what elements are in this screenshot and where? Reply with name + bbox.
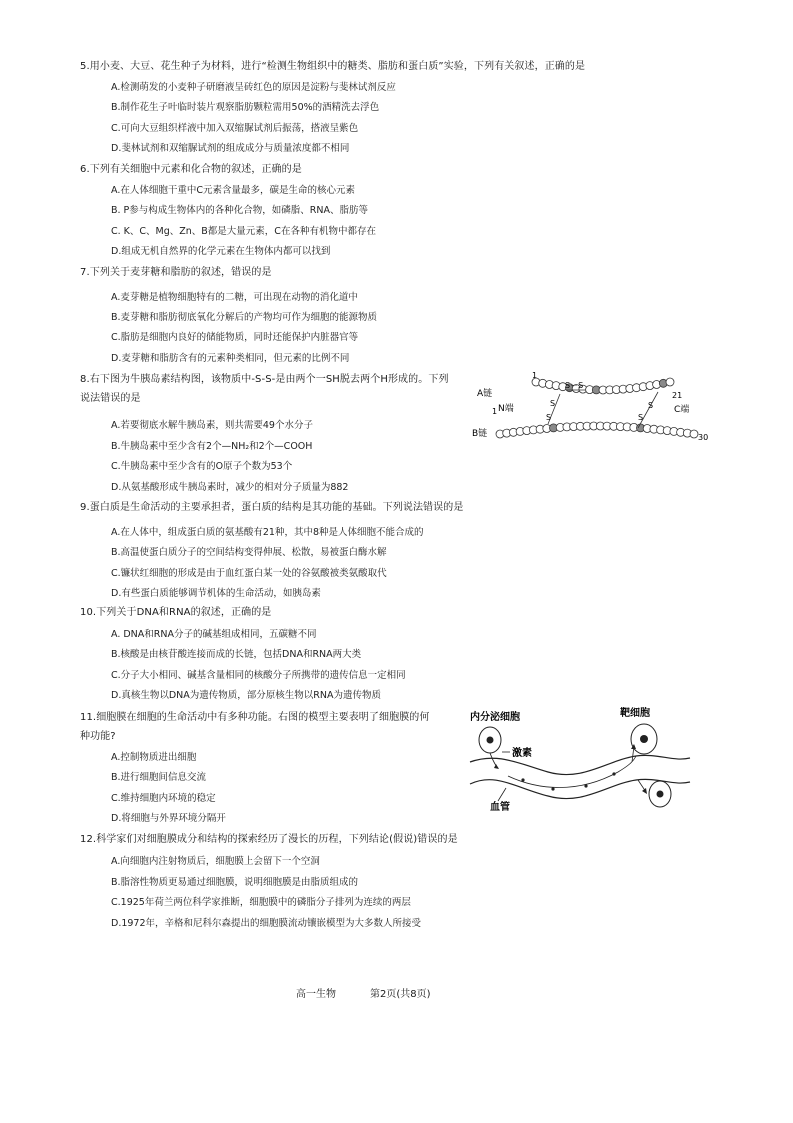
secretion-arrowhead	[494, 764, 499, 769]
question-7-option-c: C.脂肪是细胞内良好的储能物质，同时还能保护内脏器官等	[111, 332, 359, 343]
question-6-option-a: A.在人体细胞干重中C元素含量最多，碳是生命的核心元素	[111, 185, 355, 196]
target-cell-nucleus	[640, 735, 648, 743]
question-5-option-a: A.检测萌发的小麦种子研磨液呈砖红色的原因是淀粉与斐林试剂反应	[111, 82, 396, 93]
b-chain-beads	[496, 422, 698, 438]
question-5-option-d: D.斐林试剂和双缩脲试剂的组成成分与质量浓度都不相同	[111, 143, 350, 154]
question-9-stem: 9.蛋白质是生命活动的主要承担者，蛋白质的结构是其功能的基础。下列说法错误的是	[80, 502, 464, 513]
question-11-option-b: B.进行细胞间信息交流	[111, 772, 207, 783]
question-5-option-c: C.可向大豆组织样液中加入双缩脲试剂后振荡，搭液呈紫色	[111, 123, 359, 134]
disulfide-s-label: S	[546, 413, 552, 422]
question-10-option-b: B.核酸是由核苷酸连接而成的长链，包括DNA和RNA两大类	[111, 649, 362, 660]
question-8-option-b: B.牛胰岛素中至少含有2个—NH₂和2个—COOH	[111, 441, 313, 452]
question-11-option-d: D.将细胞与外界环境分隔开	[111, 813, 226, 824]
question-8-stem-cont: 说法错误的是	[80, 393, 141, 404]
question-7-option-a: A.麦芽糖是植物细胞特有的二糖，可出现在动物的消化道中	[111, 292, 358, 303]
n-terminus-label: N端	[498, 404, 514, 414]
b-chain-start-number: 1	[492, 407, 498, 416]
question-12-stem: 12.科学家们对细胞膜成分和结构的探索经历了漫长的历程，下列结论(假说)错误的是	[80, 834, 458, 845]
a-chain-beads	[532, 378, 674, 394]
question-12-option-a: A.向细胞内注射物质后，细胞膜上会留下一个空洞	[111, 856, 320, 867]
question-11-option-c: C.维持细胞内环境的稳定	[111, 793, 216, 804]
disulfide-s-label: S	[638, 413, 644, 422]
question-10-option-d: D.真核生物以DNA为遗传物质，部分原核生物以RNA为遗传物质	[111, 690, 381, 701]
question-6-option-d: D.组成无机自然界的化学元素在生物体内都可以找到	[111, 246, 331, 257]
question-6-option-b: B. P参与构成生物体内的各种化合物，如磷脂、RNA、脂肪等	[111, 205, 368, 216]
question-6-stem: 6.下列有关细胞中元素和化合物的叙述，正确的是	[80, 164, 302, 175]
target-cell-label: 靶细胞	[620, 708, 650, 719]
question-7-option-b: B.麦芽糖和脂肪彻底氧化分解后的产物均可作为细胞的能源物质	[111, 312, 378, 323]
b-chain-end-number: 30	[698, 433, 709, 442]
question-9-option-b: B.高温使蛋白质分子的空间结构变得伸展、松散，易被蛋白酶水解	[111, 547, 387, 558]
hormone-label: 激素	[512, 748, 532, 759]
question-10-stem: 10.下列关于DNA和RNA的叙述，正确的是	[80, 607, 272, 618]
disulfide-bond-line	[638, 392, 658, 428]
question-9-option-d: D.有些蛋白质能够调节机体的生命活动，如胰岛素	[111, 588, 321, 599]
question-5-stem: 5.用小麦、大豆、花生种子为材料，进行“检测生物组织中的糖类、脂肪和蛋白质”实验，下列有关叙述，正确的是	[80, 61, 586, 72]
a-chain-amino-acid-bead	[666, 378, 674, 386]
question-12-option-c: C.1925年荷兰两位科学家推断，细胞膜中的磷脂分子排列为连续的两层	[111, 897, 411, 908]
question-8-option-c: C.牛胰岛素中至少含有的O原子个数为53个	[111, 461, 293, 472]
vessel-label-leader	[498, 788, 506, 801]
question-6-option-c: C. K、C、Mg、Zn、B都是大量元素，C在各种有机物中都存在	[111, 226, 376, 237]
disulfide-s-label: S	[550, 399, 556, 408]
question-9-option-a: A.在人体中，组成蛋白质的氨基酸有21种，其中8种是人体细胞不能合成的	[111, 527, 424, 538]
endocrine-cell-label: 内分泌细胞	[470, 712, 520, 723]
question-9-option-c: C.镰状红细胞的形成是由于血红蛋白某一处的谷氨酸被类氨酸取代	[111, 568, 387, 579]
b-chain-label: B链	[472, 429, 488, 439]
c-terminus-label: C端	[674, 405, 690, 415]
question-7-stem: 7.下列关于麦芽糖和脂肪的叙述，错误的是	[80, 267, 272, 278]
disulfide-s-label: S	[648, 401, 654, 410]
hormone-dot	[584, 784, 587, 787]
question-8-stem: 8.右下图为牛胰岛素结构图，该物质中-S-S-是由两个一SH脱去两个H形成的。下列	[80, 374, 449, 385]
hormone-dot	[612, 772, 615, 775]
question-12-option-b: B.脂溶性物质更易通过细胞膜，说明细胞膜是由脂质组成的	[111, 877, 359, 888]
question-8-option-a: A.若要彻底水解牛胰岛素，则共需要49个水分子	[111, 420, 313, 431]
cell-signaling-figure	[468, 706, 694, 816]
question-8-option-d: D.从氨基酸形成牛胰岛素时，减少的相对分子质量为882	[111, 482, 349, 493]
to-second-target-arrowhead	[642, 788, 647, 794]
footer-subject: 高一生物	[296, 989, 336, 1000]
footer-page-number: 第2页(共8页)	[370, 989, 431, 1000]
question-10-option-c: C.分子大小相同、碱基含量相同的核酸分子所携带的遗传信息一定相同	[111, 670, 406, 681]
intrachain-disulfide-label: S－S	[565, 381, 584, 390]
question-5-option-b: B.制作花生子叶临时装片观察脂肪颗粒需用50%的酒精洗去浮色	[111, 102, 380, 113]
hormone-dot	[551, 787, 554, 790]
a-chain-start-number: 1	[532, 371, 538, 380]
hormone-dot	[521, 778, 524, 781]
b-chain-amino-acid-bead	[690, 430, 698, 438]
question-11-stem-cont: 种功能?	[80, 731, 116, 742]
a-chain-label: A链	[477, 389, 493, 399]
insulin-structure-figure	[470, 368, 720, 446]
question-11-option-a: A.控制物质进出细胞	[111, 752, 197, 763]
endocrine-cell-nucleus	[487, 737, 494, 744]
blood-vessel-label: 血管	[490, 802, 510, 813]
second-target-cell-nucleus	[657, 791, 664, 798]
vessel-upper-wall	[470, 755, 690, 774]
a-chain-end-number: 21	[672, 391, 683, 400]
question-11-stem: 11.细胞膜在细胞的生命活动中有多种功能。右图的模型主要表明了细胞膜的何	[80, 712, 430, 723]
question-10-option-a: A. DNA和RNA分子的碱基组成相同，五碳糖不同	[111, 629, 317, 640]
question-12-option-d: D.1972年，辛格和尼科尔森提出的细胞膜流动镶嵌模型为大多数人所接受	[111, 918, 422, 929]
question-7-option-d: D.麦芽糖和脂肪含有的元素种类相同，但元素的比例不同	[111, 353, 350, 364]
